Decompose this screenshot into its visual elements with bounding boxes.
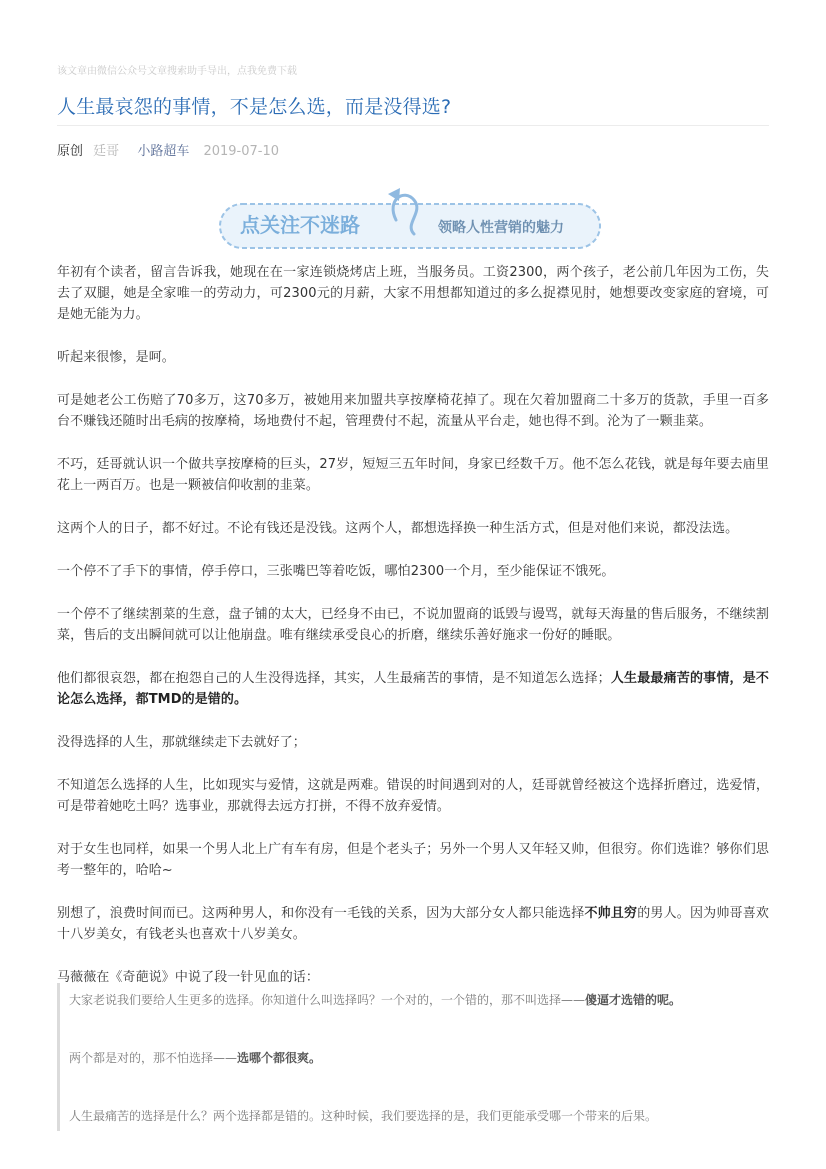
paragraph-12-emphasis: 不帅且穷 [584, 906, 638, 921]
banner-right-text: 领略人性营销的魅力 [438, 220, 564, 236]
paragraph-7: 一个停不了继续割菜的生意，盘子铺的太大，已经身不由已，不说加盟商的诋毁与谩骂，就每天海量的售后服务，不继续割菜，售后的支出瞬间就可以让他崩盘。唯有继续承受良心的折磨，继续乐善好施求一份好的睡眠。 [57, 607, 769, 643]
article-title: 人生最哀怨的事情，不是怎么选，而是没得选? [57, 96, 452, 118]
publish-date: 2019-07-10 [203, 144, 280, 159]
follow-banner [218, 186, 602, 252]
paragraph-11: 对于女生也同样，如果一个男人北上广有车有房，但是个老头子；另外一个男人又年轻又帅，但很穷。你们选谁？够你们思考一整年的，哈哈~ [57, 842, 769, 878]
banner-left-text: 点关注不迷路 [240, 213, 360, 237]
paragraph-10: 不知道怎么选择的人生，比如现实与爱情，这就是两难。错误的时间遇到对的人，廷哥就曾经被这个选择折磨过，选爱情，可是带着她吃土吗？选事业，那就得去远方打拼，不得不放弃爱情。 [57, 778, 769, 814]
quote-line-1-text: 大家老说我们要给人生更多的选择。你知道什么叫选择吗？一个对的，一个错的，那不叫选择—— [69, 993, 586, 1007]
account-name-link[interactable]: 小路超车 [137, 144, 190, 159]
paragraph-3: 可是她老公工伤赔了70多万，这70多万，被她用来加盟共享按摩椅花掉了。现在欠着加盟商二十多万的货款，手里一百多台不赚钱还随时出毛病的按摩椅，场地费付不起，管理费付不起，流量从平台走，她也得不到。沦为了一颗韭菜。 [57, 393, 769, 429]
quote-line-3: 人生最痛苦的选择是什么？两个选择都是错的。这种时候，我们要选择的是，我们更能承受哪一个带来的后果。 [69, 1109, 658, 1123]
author-name: 廷哥 [93, 144, 120, 159]
paragraph-6: 一个停不了手下的事情，停手停口，三张嘴巴等着吃饭，哪怕2300一个月，至少能保证不饿死。 [57, 564, 615, 579]
article-body [57, 262, 769, 1010]
paragraph-4: 不巧，廷哥就认识一个做共享按摩椅的巨头，27岁，短短三五年时间，身家已经数千万。他不怎么花钱，就是每年要去庙里花上一两百万。也是一颗被信仰收割的韭菜。 [57, 457, 769, 493]
original-tag: 原创 [57, 144, 84, 159]
paragraph-9: 没得选择的人生，那就继续走下去就好了； [57, 735, 306, 750]
paragraph-13: 马薇薇在《奇葩说》中说了段一针见血的话： [57, 970, 320, 985]
blockquote [57, 983, 772, 1131]
quote-line-2 [69, 1049, 321, 1067]
paragraph-5: 这两个人的日子，都不好过。不论有钱还是没钱。这两个人，都想选择换一种生活方式，但是对他们来说，都没法选。 [57, 521, 739, 536]
paragraph-8 [57, 668, 769, 710]
paragraph-8-text: 他们都很哀怨，都在抱怨自己的人生没得选择，其实，人生最痛苦的事情，是不知道怎么选择； [57, 671, 611, 686]
quote-line-2-text: 两个都是对的，那不怕选择—— [69, 1051, 238, 1065]
paragraph-12-text-b: 的男人。因为帅哥喜欢十八岁美女，有钱老头也喜欢十八岁美女。 [57, 906, 769, 942]
export-notice-link[interactable]: 该文章由微信公众号文章搜索助手导出，点我免费下载 [57, 66, 297, 77]
paragraph-1: 年初有个读者，留言告诉我，她现在在一家连锁烧烤店上班，当服务员。工资2300，两个孩子，老公前几年因为工伤，失去了双腿，她是全家唯一的劳动力，可2300元的月薪，大家不用想都知道过的多么捉襟见肘，她想要改变家庭的窘境，可是她无能为力。 [57, 265, 769, 322]
paragraph-12 [57, 903, 769, 945]
title-divider [57, 125, 769, 126]
quote-line-2-emphasis: 选哪个都很爽。 [237, 1051, 322, 1065]
arrow-head-icon [388, 188, 400, 201]
paragraph-8-emphasis: 人生最最痛苦的事情，是不论怎么选择，都TMD的是错的。 [57, 671, 770, 707]
quote-line-1-emphasis: 傻逼才选错的呢。 [585, 993, 682, 1007]
article-meta [57, 140, 279, 159]
paragraph-12-text-a: 别想了，浪费时间而已。这两种男人，和你没有一毛钱的关系，因为大部分女人都只能选择 [57, 906, 585, 921]
quote-line-1 [69, 991, 681, 1009]
paragraph-2: 听起来很惨，是呵。 [57, 350, 175, 365]
